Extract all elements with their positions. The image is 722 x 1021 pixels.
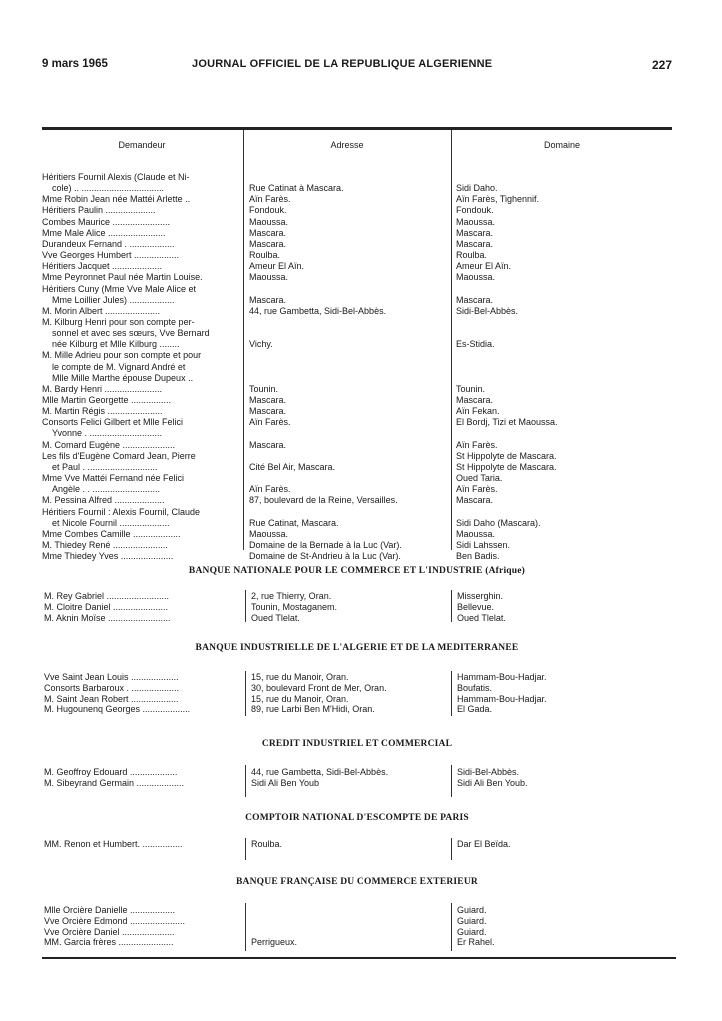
column-header-domaine: Domaine	[543, 140, 581, 150]
demandeur-entry: Héritiers Fournil Alexis (Claude et Ni-	[42, 172, 190, 182]
column-header-demandeur: Demandeur	[118, 140, 166, 150]
demandeur-entry: M. Sibeyrand Germain ...................	[44, 777, 185, 788]
section-title: CREDIT INDUSTRIEL ET COMMERCIAL	[261, 739, 453, 749]
demandeur-entry: Yvonne . .............................	[52, 428, 163, 439]
domaine-entry: St Hippolyte de Mascara.	[456, 461, 557, 472]
demandeur-entry: Vve Georges Humbert ..................	[42, 250, 180, 261]
demandeur-entry: et Paul . ............................	[52, 461, 158, 472]
domaine-entry: Er Rahel.	[457, 937, 495, 948]
domaine-entry: Mascara.	[456, 227, 494, 238]
demandeur-entry: M. Mille Adrieu pour son compte et pour	[42, 350, 202, 361]
column-divider	[245, 765, 246, 797]
section-title: COMPTOIR NATIONAL D'ESCOMPTE DE PARIS	[245, 813, 469, 823]
adresse-entry: Domaine de la Bernade à la Luc (Var).	[249, 539, 402, 550]
domaine-entry: Fondouk.	[456, 205, 494, 216]
demandeur-entry: Mlle Mille Marthe épouse Dupeux ..	[52, 372, 194, 383]
demandeur-entry: M. Morin Albert ......................	[42, 305, 161, 316]
domaine-entry: Mascara.	[456, 294, 494, 305]
demandeur-entry: Mlle Orcière Danielle ..................	[44, 905, 176, 915]
adresse-entry: Maoussa.	[249, 272, 289, 283]
section-title: BANQUE INDUSTRIELLE DE L'ALGERIE ET DE LA MEDITERRANEE	[195, 643, 519, 653]
demandeur-entry: M. Bardy Henri .......................	[42, 383, 163, 394]
domaine-entry: Aïn Farès.	[456, 439, 498, 450]
demandeur-entry: cole) .. .................................	[52, 183, 165, 194]
domaine-entry: Aïn Farès, Tighennif.	[456, 194, 540, 205]
demandeur-entry: sonnel et avec ses sœurs, Vve Bernard	[52, 328, 210, 339]
column-divider	[451, 671, 452, 716]
adresse-entry: Oued Tlelat.	[251, 612, 300, 623]
demandeur-entry: Mme Vve Mattéi Fernand née Felici	[42, 473, 185, 484]
domaine-entry: Sidi-Bel-Abbès.	[456, 305, 519, 316]
header-date: 9 mars 1965	[42, 58, 108, 70]
section-title: BANQUE NATIONALE POUR LE COMMERCE ET L'INDUSTRIE (Afrique)	[188, 566, 526, 576]
adresse-entry: Aïn Farès.	[249, 484, 291, 495]
adresse-entry: Mascara.	[249, 406, 287, 417]
domaine-entry: Sidi-Bel-Abbès.	[457, 767, 520, 777]
domaine-entry: Misserghin.	[457, 591, 504, 601]
demandeur-entry: M. Geoffroy Edouard ...................	[44, 767, 178, 777]
adresse-entry: Tounin, Mostaganem.	[251, 601, 338, 612]
adresse-entry: Mascara.	[249, 238, 287, 249]
demandeur-entry: Vve Orcière Daniel .....................	[44, 926, 175, 937]
domaine-entry: Mascara.	[456, 395, 494, 405]
adresse-entry: 87, boulevard de la Reine, Versailles.	[249, 495, 398, 506]
domaine-entry: Mascara.	[456, 495, 494, 506]
page-header	[42, 58, 672, 74]
adresse-entry: Rue Catinat à Mascara.	[249, 183, 344, 194]
column-divider	[245, 590, 246, 622]
top-rule	[42, 127, 672, 130]
demandeur-entry: Mme Peyronnet Paul née Martin Louise.	[42, 272, 203, 283]
domaine-entry: El Gada.	[457, 704, 493, 715]
demandeur-entry: M. Kilburg Henri pour son compte per-	[42, 316, 195, 327]
demandeur-entry: Mme Combes Camille ...................	[42, 528, 181, 539]
page-number: 227	[651, 58, 672, 72]
adresse-entry: Mascara.	[249, 294, 287, 305]
demandeur-entry: Mme Thiedey Yves .....................	[42, 551, 174, 562]
domaine-entry: Ameur El Aïn.	[456, 261, 512, 272]
demandeur-entry: Mme Loillier Jules) ..................	[52, 294, 175, 305]
demandeur-entry: Durandeux Fernand . ..................	[42, 238, 175, 249]
demandeur-entry: Angèle . . ...........................	[52, 484, 161, 495]
demandeur-entry: MM. Garcia frères ......................	[44, 937, 174, 948]
domaine-entry: Dar El Beïda.	[457, 839, 511, 849]
domaine-entry: Maoussa.	[456, 272, 496, 283]
adresse-entry: 89, rue Larbi Ben M'Hidi, Oran.	[251, 704, 375, 715]
domaine-entry: Tounin.	[456, 383, 486, 394]
bottom-rule	[42, 957, 676, 959]
adresse-entry: Cité Bel Air, Mascara.	[249, 461, 336, 472]
demandeur-entry: Héritiers Fournil : Alexis Fournil, Claude	[42, 506, 201, 517]
column-divider	[451, 903, 452, 951]
domaine-entry: Aïn Farès.	[456, 484, 498, 495]
column-divider	[245, 903, 246, 951]
adresse-entry: 44, rue Gambetta, Sidi-Bel-Abbès.	[251, 767, 389, 777]
domaine-entry: Mascara.	[456, 238, 494, 249]
adresse-entry: Maoussa.	[249, 528, 289, 539]
domaine-entry: El Bordj, Tizi et Maoussa.	[456, 417, 558, 428]
domaine-entry: Hammam-Bou-Hadjar.	[457, 693, 547, 704]
domaine-entry: Guiard.	[457, 905, 487, 915]
domaine-entry: Sidi Ali Ben Youb.	[457, 777, 528, 788]
adresse-entry: Perrigueux.	[251, 937, 298, 948]
demandeur-entry: Héritiers Cuny (Mme Vve Male Alice et	[42, 283, 197, 294]
domaine-entry: Ben Badis.	[456, 551, 500, 562]
demandeur-entry: et Nicole Fournil ....................	[52, 517, 170, 528]
demandeur-entry: M. Cloitre Daniel ......................	[44, 601, 169, 612]
adresse-entry: Mascara.	[249, 227, 287, 238]
demandeur-entry: M. Aknin Moïse .........................	[44, 612, 171, 623]
demandeur-entry: M. Hugounenq Georges ...................	[44, 704, 191, 715]
column-divider	[245, 671, 246, 716]
domaine-entry: Sidi Daho.	[456, 183, 498, 194]
section-title: BANQUE FRANÇAISE DU COMMERCE EXTERIEUR	[236, 877, 478, 887]
adresse-entry: Mascara.	[249, 395, 287, 405]
adresse-entry: Aïn Farès.	[249, 417, 291, 428]
adresse-entry: Vichy.	[249, 339, 273, 350]
column-divider	[451, 130, 452, 550]
domaine-entry: Guiard.	[457, 926, 487, 937]
adresse-entry: Tounin.	[249, 383, 279, 394]
demandeur-entry: M. Comard Eugène .....................	[42, 439, 176, 450]
column-divider	[451, 838, 452, 860]
adresse-entry: 2, rue Thierry, Oran.	[251, 591, 332, 601]
demandeur-entry: MM. Renon et Humbert. ................	[44, 839, 183, 849]
adresse-entry: Aïn Farès.	[249, 194, 291, 205]
demandeur-entry: Héritiers Paulin ....................	[42, 205, 156, 216]
domaine-entry: Roulba.	[456, 250, 488, 261]
domaine-entry: Sidi Lahssen.	[456, 539, 511, 550]
journal-title: JOURNAL OFFICIEL DE LA REPUBLIQUE ALGERIENNE	[192, 58, 493, 70]
demandeur-entry: née Kilburg et Mlle Kilburg ........	[52, 339, 180, 350]
domaine-entry: Oued Tlelat.	[457, 612, 506, 623]
demandeur-entry: M. Martin Régis ......................	[42, 406, 163, 417]
column-divider	[243, 130, 244, 550]
adresse-entry: 30, boulevard Front de Mer, Oran.	[251, 682, 387, 693]
column-divider	[451, 765, 452, 797]
demandeur-entry: le compte de M. Vignard André et	[52, 361, 186, 372]
domaine-entry: Bellevue.	[457, 601, 495, 612]
demandeur-entry: Vve Saint Jean Louis ...................	[44, 672, 179, 682]
domaine-entry: Maoussa.	[456, 528, 496, 539]
adresse-entry: Ameur El Aïn.	[249, 261, 305, 272]
demandeur-entry: M. Rey Gabriel .........................	[44, 591, 170, 601]
column-divider	[245, 838, 246, 860]
domaine-entry: Maoussa.	[456, 216, 496, 227]
demandeur-entry: Les fils d'Eugène Comard Jean, Pierre	[42, 450, 196, 461]
domaine-entry: Sidi Daho (Mascara).	[456, 517, 541, 528]
demandeur-entry: Mlle Martin Georgette ................	[42, 395, 172, 405]
demandeur-entry: M. Saint Jean Robert ...................	[44, 693, 179, 704]
domaine-entry: St Hippolyte de Mascara.	[456, 450, 557, 461]
adresse-entry: Fondouk.	[249, 205, 287, 216]
column-divider	[451, 590, 452, 622]
demandeur-entry: Mme Robin Jean née Mattéi Arlette ..	[42, 194, 191, 205]
demandeur-entry: Combes Maurice .......................	[42, 216, 171, 227]
demandeur-entry: Mme Male Alice .......................	[42, 227, 166, 238]
domaine-entry: Oued Taria.	[456, 473, 503, 484]
domaine-entry: Hammam-Bou-Hadjar.	[457, 672, 547, 682]
adresse-entry: Maoussa.	[249, 216, 289, 227]
demandeur-entry: Consorts Barbaroux . ...................	[44, 682, 180, 693]
domaine-entry: Boufatis.	[457, 682, 493, 693]
adresse-entry: Roulba.	[249, 250, 281, 261]
column-header-adresse: Adresse	[330, 140, 364, 150]
demandeur-entry: Héritiers Jacquet ....................	[42, 261, 163, 272]
adresse-entry: 15, rue du Manoir, Oran.	[251, 693, 349, 704]
adresse-entry: Domaine de St-Andrieu à la Luc (Var).	[249, 551, 401, 562]
adresse-entry: Sidi Ali Ben Youb	[251, 777, 320, 788]
domaine-entry: Es-Stidia.	[456, 339, 495, 350]
adresse-entry: Mascara.	[249, 439, 287, 450]
demandeur-entry: M. Pessina Alfred ....................	[42, 495, 165, 506]
adresse-entry: 15, rue du Manoir, Oran.	[251, 672, 349, 682]
adresse-entry: Roulba.	[251, 839, 283, 849]
demandeur-entry: Vve Orcière Edmond ......................	[44, 915, 186, 926]
adresse-entry: Rue Catinat, Mascara.	[249, 517, 339, 528]
domaine-entry: Guiard.	[457, 915, 487, 926]
demandeur-entry: M. Thiedey René ......................	[42, 539, 168, 550]
adresse-entry: 44, rue Gambetta, Sidi-Bel-Abbès.	[249, 305, 387, 316]
domaine-entry: Aïn Fekan.	[456, 406, 500, 417]
demandeur-entry: Consorts Felici Gilbert et Mlle Felici	[42, 417, 184, 428]
